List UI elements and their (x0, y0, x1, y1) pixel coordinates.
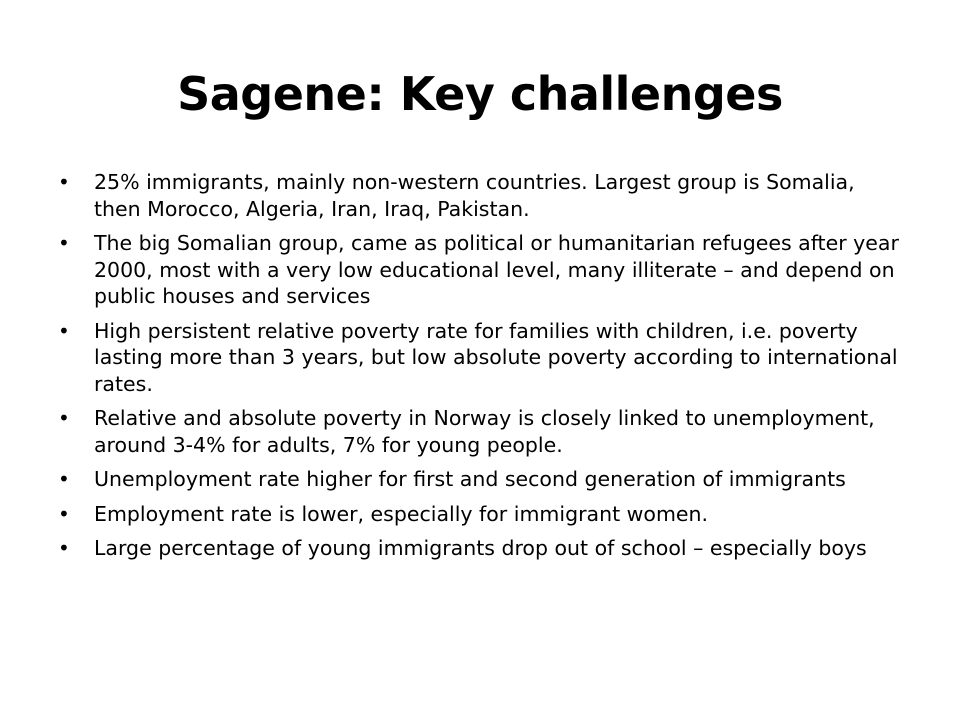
bullet-text: Unemployment rate higher for first and second generation of immigrants (94, 467, 846, 491)
bullet-icon: • (58, 501, 70, 526)
bullet-text: 25% immigrants, mainly non-western countries. Largest group is Somalia, then Morocco, Algeria, Iran, Iraq, Pakistan. (94, 170, 855, 221)
bullet-icon: • (58, 536, 70, 560)
bullet-item (56, 501, 906, 528)
bullet-icon: • (58, 170, 70, 194)
bullet-text: The big Somalian group, came as political or humanitarian refugees after year 2000, most with a very low educational level, many illiterate – and depend on public houses and services (94, 231, 899, 308)
bullet-item (56, 169, 906, 222)
slide-title: Sagene: Key challenges (177, 67, 783, 121)
bullet-icon: • (58, 231, 70, 255)
bullet-icon: • (58, 467, 70, 491)
bullet-text: Employment rate is lower, especially for immigrant women. (94, 501, 709, 526)
bullet-item (56, 230, 906, 310)
bullet-text: Large percentage of young immigrants drop out of school – especially boys (94, 536, 867, 560)
bullet-item (56, 535, 906, 562)
bullet-item (56, 318, 906, 398)
bullet-text: High persistent relative poverty rate for families with children, i.e. poverty lasting more than 3 years, but low absolute poverty according to international rates. (94, 318, 898, 396)
bullet-item (56, 405, 906, 458)
bullet-icon: • (58, 318, 70, 343)
bullet-item (56, 466, 906, 493)
bullet-list (56, 169, 906, 570)
bullet-icon: • (58, 406, 70, 430)
bullet-text: Relative and absolute poverty in Norway is closely linked to unemployment, around 3-4% for adults, 7% for young people. (94, 406, 875, 457)
